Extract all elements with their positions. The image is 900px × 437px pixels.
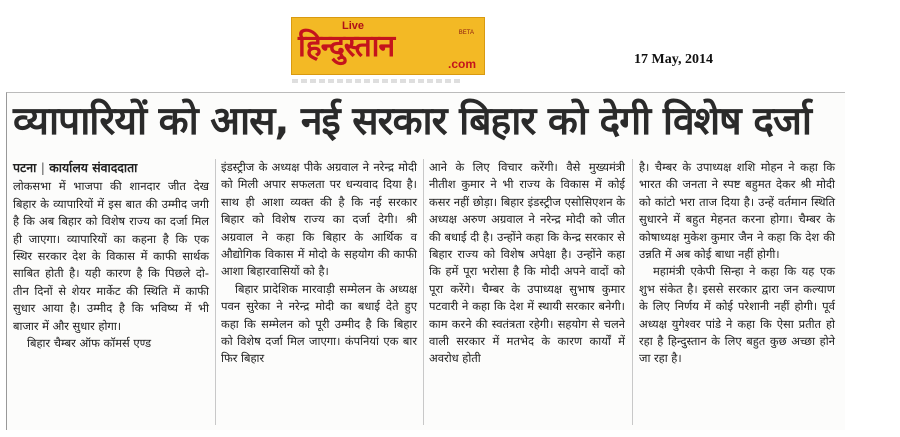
decorative-strip [292, 79, 462, 83]
column-1-paragraph-2: बिहार चैम्बर ऑफ कॉमर्स एण्ड [27, 336, 152, 351]
column-4-paragraph-1: है। चैम्बर के उपाध्यक्ष शशि मोहन ने कहा कि भारत की जनता ने स्पष्ट बहुमत देकर श्री मोदी को कांटो भरा ताज दिया है। उन्हें वर्तमान स्थिति सुधारने में बहुत मेहनत करना होगा। चैम्बर के कोषाध्यक्ष मुकेश कुमार जैन ने कहा कि देश की उन्नति में अब कोई बाधा नहीं होगी। [639, 160, 835, 262]
column-divider [632, 159, 633, 425]
article-clipping [6, 92, 845, 430]
article-headline: व्यापारियों को आस, नई सरकार बिहार को देगी विशेष दर्जा [13, 99, 812, 144]
publication-date: 17 May, 2014 [634, 52, 713, 67]
column-4-paragraph-2: महामंत्री एकेपी सिन्हा ने कहा कि यह एक शुभ संकेत है। इससे सरकार द्वारा जन कल्याण के लिए निर्णय में कोई परेशानी नहीं होगी। पूर्व अध्यक्ष युगेश्वर पांडे ने कहा कि ऐसा प्रतीत हो रहा है हिन्दुस्तान के लिए बहुत कुछ अच्छा होने जा रहा है। [639, 264, 835, 366]
column-2-paragraph-2: बिहार प्रादेशिक मारवाड़ी सम्मेलन के अध्यक्ष पवन सुरेका ने नरेन्द्र मोदी का बधाई देते हुए कहा कि सम्मेलन को पूरी उम्मीद है कि बिहार को विशेष दर्जा मिल जाएगा। कंपनियां एक बार फिर बिहार [221, 281, 417, 366]
column-divider [215, 159, 216, 425]
article-column-3 [429, 159, 625, 368]
article-column-2 [221, 159, 417, 368]
column-2-paragraph-1: इंडस्ट्रीज के अध्यक्ष पीके अग्रवाल ने नरेन्द्र मोदी को मिली अपार सफलता पर धन्यवाद दिया है। साथ ही आशा व्यक्त की है कि नई सरकार बिहार को विशेष राज्य का दर्जा देगी। श्री अग्रवाल ने कहा कि बिहार के आर्थिक व औद्योगिक विकास में मोदो के सहयोग की काफी आशा बिहारवासियों को है। [221, 160, 417, 279]
column-3-paragraph-1: आने के लिए विचार करेंगी। वैसे मुख्यमंत्री नीतीश कुमार ने भी राज्य के विकास में कोई कसर नहीं छोड़ा। बिहार इंडस्ट्रीज एसोसिएशन के अध्यक्ष अरुण अग्रवाल ने नरेन्द्र मोदी को जीत की बधाई दी है। उन्होंने कहा कि केन्द्र सरकार से बिहार राज्य को विशेष अपेक्षा है। उन्होंने कहा कि हमें पूरा भरोसा है कि मोदी अपने वादों को पूरा करेंगे। चैम्बर के उपाध्यक्ष सुभाष कुमार पटवारी ने कहा कि देश में स्थायी सरकार बनेगी। काम करने की स्वतंत्रता रहेगी। सहयोग से चलने वाली सरकार में मतभेद के कारण कार्यों में अवरोध होती [429, 160, 625, 366]
logo-live-label: Live [342, 20, 365, 32]
newspaper-logo [291, 17, 485, 75]
logo-beta-label: BETA [458, 30, 474, 36]
dateline-separator: | [40, 160, 45, 175]
article-column-1 [13, 159, 209, 352]
logo-dotcom-label: .com [447, 57, 476, 71]
column-1-paragraph-1: लोकसभा में भाजपा की शानदार जीत देख बिहार के व्यापारियों में इस बात की उम्मीद जगी है कि अब बिहार को विशेष राज्य का दर्जा मिल ही जाएगा। व्यापारियों का कहना है कि एक स्थिर सरकार देश के विकास में काफी सार्थक साबित होती है। यही कारण है कि पिछले दो-तीन दिनों से शेयर मार्केट की स्थिति में काफी सुधार आया है। उम्मीद है कि भविष्य में भी बाजार में और सुधार होगा। [13, 179, 209, 333]
logo-brand-name: हिन्दुस्तान [298, 29, 395, 64]
dateline-source: कार्यालय संवाददाता [49, 160, 138, 175]
article-dateline [13, 159, 209, 176]
dateline-place: पटना [13, 160, 37, 175]
article-column-4 [639, 159, 835, 368]
column-divider [423, 159, 424, 425]
